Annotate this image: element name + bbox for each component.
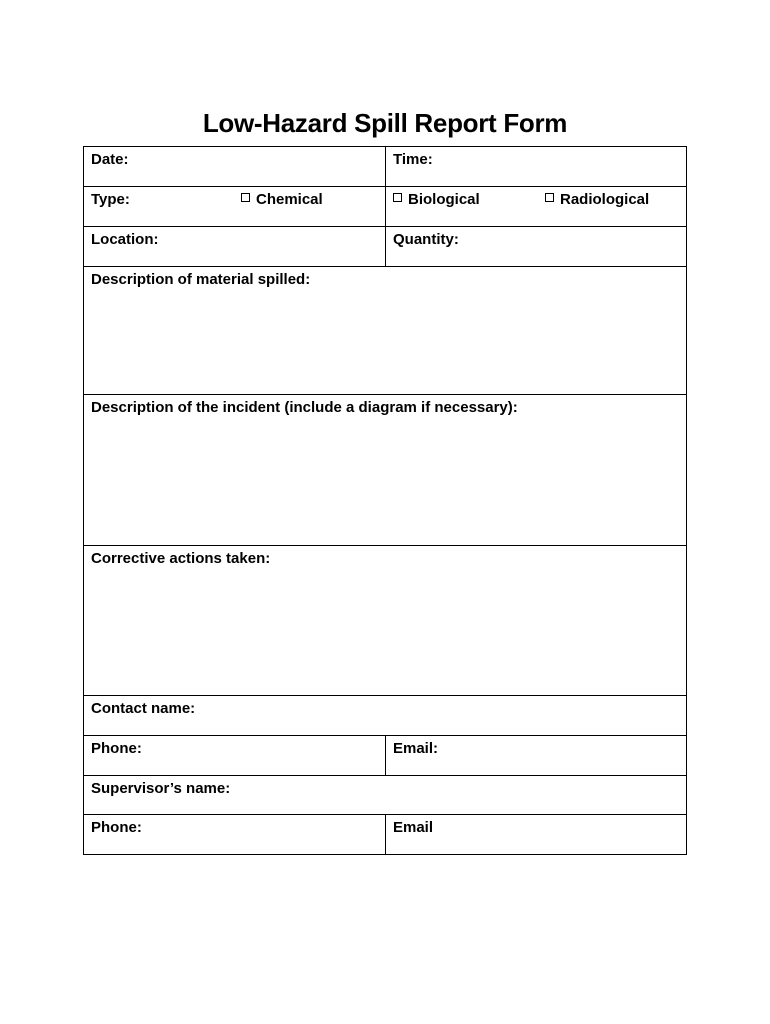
type-label: Type:	[91, 191, 130, 208]
type-cell-right	[386, 187, 687, 226]
corrective-actions-field[interactable]	[84, 546, 687, 695]
time-field[interactable]	[386, 147, 687, 186]
supervisor-name-field[interactable]	[84, 776, 687, 814]
type-option-radiological[interactable]	[545, 191, 649, 208]
type-option-biological[interactable]	[393, 191, 480, 208]
quantity-label: Quantity:	[393, 231, 459, 248]
type-row	[84, 187, 687, 227]
chemical-checkbox-icon[interactable]	[241, 193, 250, 202]
contact-name-label: Contact name:	[91, 700, 196, 717]
date-field[interactable]	[84, 147, 386, 186]
date-label: Date:	[91, 151, 129, 168]
radiological-label: Radiological	[560, 191, 650, 208]
supervisor-phone-email-row	[84, 815, 687, 855]
supervisor-phone-field[interactable]	[84, 815, 386, 854]
contact-phone-field[interactable]	[84, 736, 386, 775]
type-cell	[84, 187, 386, 226]
location-quantity-row	[84, 227, 687, 267]
type-option-chemical[interactable]	[241, 191, 323, 208]
material-description-field[interactable]	[84, 267, 687, 394]
time-label: Time:	[393, 151, 433, 168]
supervisor-email-field[interactable]	[386, 815, 687, 854]
supervisor-phone-label: Phone:	[91, 819, 142, 836]
quantity-field[interactable]	[386, 227, 687, 266]
form-title: Low-Hazard Spill Report Form	[202, 108, 568, 138]
material-row	[84, 267, 687, 395]
location-field[interactable]	[84, 227, 386, 266]
contact-name-field[interactable]	[84, 696, 687, 735]
contact-phone-label: Phone:	[91, 740, 142, 757]
contact-phone-email-row	[84, 736, 687, 776]
date-time-row	[84, 147, 687, 187]
material-label: Description of material spilled:	[91, 271, 311, 288]
contact-name-row	[84, 696, 687, 736]
supervisor-email-label: Email	[393, 819, 434, 836]
location-label: Location:	[91, 231, 159, 248]
biological-label: Biological	[408, 191, 480, 208]
corrective-row	[84, 546, 687, 696]
biological-checkbox-icon[interactable]	[393, 193, 402, 202]
contact-email-field[interactable]	[386, 736, 687, 775]
supervisor-name-label: Supervisor’s name:	[91, 780, 231, 797]
incident-label: Description of the incident (include a diagram if necessary):	[91, 399, 518, 416]
incident-description-field[interactable]	[84, 395, 687, 545]
incident-row	[84, 395, 687, 546]
corrective-label: Corrective actions taken:	[91, 550, 271, 567]
contact-email-label: Email:	[393, 740, 439, 757]
spill-report-form	[83, 146, 687, 855]
supervisor-name-row	[84, 776, 687, 815]
chemical-label: Chemical	[256, 191, 323, 208]
radiological-checkbox-icon[interactable]	[545, 193, 554, 202]
